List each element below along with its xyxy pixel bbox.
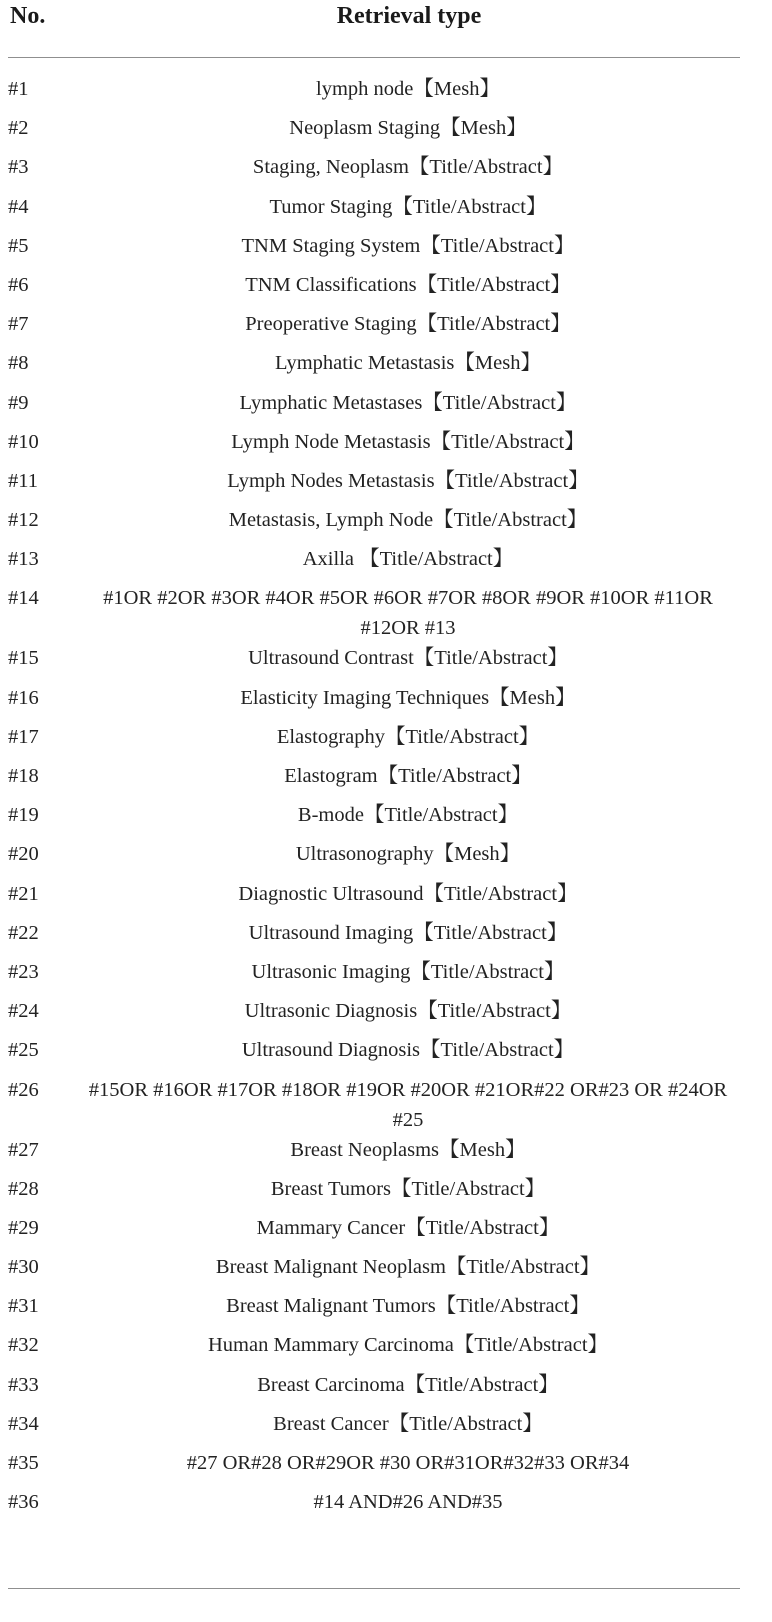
row-number: #22: [8, 921, 39, 944]
row-retrieval-type: Staging, Neoplasm【Title/Abstract】: [252, 156, 564, 179]
row-number: #36: [8, 1491, 39, 1514]
row-retrieval-type: lymph node【Mesh】: [316, 78, 500, 100]
header-retrieval-type: Retrieval type: [336, 3, 482, 29]
row-number: #29: [8, 1216, 39, 1239]
row-retrieval-type: Mammary Cancer【Title/Abstract】: [256, 1216, 560, 1239]
row-retrieval-type: Ultrasound Diagnosis【Title/Abstract】: [241, 1039, 575, 1062]
row-retrieval-type: Breast Neoplasms【Mesh】: [290, 1138, 526, 1161]
row-number: #27: [8, 1138, 39, 1161]
row-retrieval-type: Breast Cancer【Title/Abstract】: [273, 1412, 543, 1435]
row-retrieval-type: Elasticity Imaging Techniques【Mesh】: [240, 686, 576, 709]
table-row: [8, 388, 740, 427]
row-number: #31: [8, 1295, 39, 1318]
row-number: #18: [8, 765, 39, 787]
row-number: #1: [8, 78, 29, 100]
row-number: #16: [8, 686, 39, 709]
row-number: #20: [8, 843, 39, 866]
table-row: [8, 231, 740, 270]
row-number: #11: [8, 469, 38, 492]
row-retrieval-type: Human Mammary Carcinoma【Title/Abstract】: [207, 1334, 609, 1357]
row-retrieval-type: #15OR #16OR #17OR #18OR #19OR #20OR #21OR#22 OR#23 OR #24OR #25: [88, 1078, 728, 1131]
table-row: [8, 1330, 740, 1369]
table-row: [8, 1213, 740, 1252]
row-number: #32: [8, 1334, 39, 1357]
table-row: [8, 1448, 740, 1487]
row-number: #9: [8, 391, 29, 414]
table-row: [8, 1487, 740, 1526]
table-header: [8, 0, 740, 38]
row-retrieval-type: Neoplasm Staging【Mesh】: [289, 117, 527, 140]
row-retrieval-type: TNM Classifications【Title/Abstract】: [245, 273, 571, 296]
row-retrieval-type: #1OR #2OR #3OR #4OR #5OR #6OR #7OR #8OR #9OR #10OR #11OR #12OR #13: [103, 587, 713, 640]
table-row: [8, 683, 740, 722]
row-number: #19: [8, 804, 39, 827]
table-row: [8, 1291, 740, 1330]
table-row: [8, 113, 740, 152]
row-number: #12: [8, 509, 39, 532]
row-number: #14: [8, 587, 39, 610]
row-number: #2: [8, 117, 29, 140]
table-row: [8, 722, 740, 761]
row-retrieval-type: Ultrasound Imaging【Title/Abstract】: [248, 921, 568, 944]
row-number: #28: [8, 1177, 39, 1200]
row-retrieval-type: Lymphatic Metastases【Title/Abstract】: [239, 391, 577, 414]
table-row: [8, 879, 740, 918]
table-bottom-rule: [8, 1588, 740, 1589]
row-retrieval-type: #14 AND#26 AND#35: [313, 1491, 503, 1514]
row-retrieval-type: Elastogram【Title/Abstract】: [284, 765, 532, 787]
table-row: [8, 583, 740, 643]
table-row: [8, 1075, 740, 1135]
table-row: [8, 643, 740, 682]
row-retrieval-type: Preoperative Staging【Title/Abstract】: [245, 313, 571, 336]
row-number: #4: [8, 195, 29, 218]
table-row: [8, 918, 740, 957]
table-row: [8, 1409, 740, 1448]
row-number: #26: [8, 1078, 39, 1101]
row-retrieval-type: Ultrasound Contrast【Title/Abstract】: [248, 647, 568, 670]
row-retrieval-type: Ultrasonic Imaging【Title/Abstract】: [251, 960, 565, 983]
row-retrieval-type: Elastography【Title/Abstract】: [276, 725, 540, 748]
table-row: [8, 1035, 740, 1074]
row-number: #10: [8, 430, 39, 453]
table-row: [8, 544, 740, 583]
row-number: #25: [8, 1039, 39, 1062]
table-row: [8, 309, 740, 348]
table-row: [8, 839, 740, 878]
table-row: [8, 761, 740, 800]
row-retrieval-type: Ultrasonography【Mesh】: [295, 843, 521, 866]
row-retrieval-type: Tumor Staging【Title/Abstract】: [269, 195, 547, 218]
row-number: #17: [8, 725, 39, 748]
row-retrieval-type: Breast Malignant Tumors【Title/Abstract】: [226, 1295, 590, 1318]
row-number: #8: [8, 352, 29, 375]
row-number: #5: [8, 234, 29, 257]
table-row: [8, 348, 740, 387]
row-retrieval-type: Breast Carcinoma【Title/Abstract】: [257, 1373, 559, 1396]
table-body: [8, 58, 740, 1526]
table-row: [8, 74, 740, 113]
table-row: [8, 505, 740, 544]
table-row: [8, 800, 740, 839]
header-no: No.: [10, 3, 46, 29]
table-row: [8, 270, 740, 309]
row-number: #3: [8, 156, 29, 179]
row-retrieval-type: Lymph Nodes Metastasis【Title/Abstract】: [227, 469, 589, 492]
row-retrieval-type: Metastasis, Lymph Node【Title/Abstract】: [228, 509, 588, 532]
table-row: [8, 152, 740, 191]
row-retrieval-type: Lymph Node Metastasis【Title/Abstract】: [231, 430, 585, 453]
row-number: #13: [8, 548, 39, 571]
row-retrieval-type: Axilla 【Title/Abstract】: [302, 548, 514, 571]
row-number: #6: [8, 273, 29, 296]
row-number: #30: [8, 1256, 39, 1279]
row-number: #23: [8, 960, 39, 983]
table-row: [8, 466, 740, 505]
table-row: [8, 1252, 740, 1291]
row-number: #21: [8, 882, 39, 905]
row-number: #34: [8, 1412, 39, 1435]
table-row: [8, 1174, 740, 1213]
table-row: [8, 1135, 740, 1174]
row-retrieval-type: Breast Tumors【Title/Abstract】: [270, 1177, 546, 1200]
row-retrieval-type: Breast Malignant Neoplasm【Title/Abstract】: [215, 1256, 601, 1279]
row-number: #24: [8, 1000, 39, 1023]
row-retrieval-type: Lymphatic Metastasis【Mesh】: [275, 352, 541, 375]
row-number: #7: [8, 313, 29, 336]
row-retrieval-type: #27 OR#28 OR#29OR #30 OR#31OR#32#33 OR#34: [186, 1452, 630, 1474]
table-row: [8, 1370, 740, 1409]
row-retrieval-type: B-mode【Title/Abstract】: [297, 804, 519, 827]
row-number: #15: [8, 647, 39, 670]
retrieval-table: [8, 0, 740, 1526]
row-retrieval-type: Ultrasonic Diagnosis【Title/Abstract】: [244, 1000, 572, 1023]
table-row: [8, 957, 740, 996]
table-row: [8, 427, 740, 466]
row-retrieval-type: TNM Staging System【Title/Abstract】: [241, 234, 575, 257]
row-retrieval-type: Diagnostic Ultrasound【Title/Abstract】: [238, 882, 578, 905]
table-row: [8, 996, 740, 1035]
row-number: #35: [8, 1452, 39, 1474]
row-number: #33: [8, 1373, 39, 1396]
table-row: [8, 192, 740, 231]
